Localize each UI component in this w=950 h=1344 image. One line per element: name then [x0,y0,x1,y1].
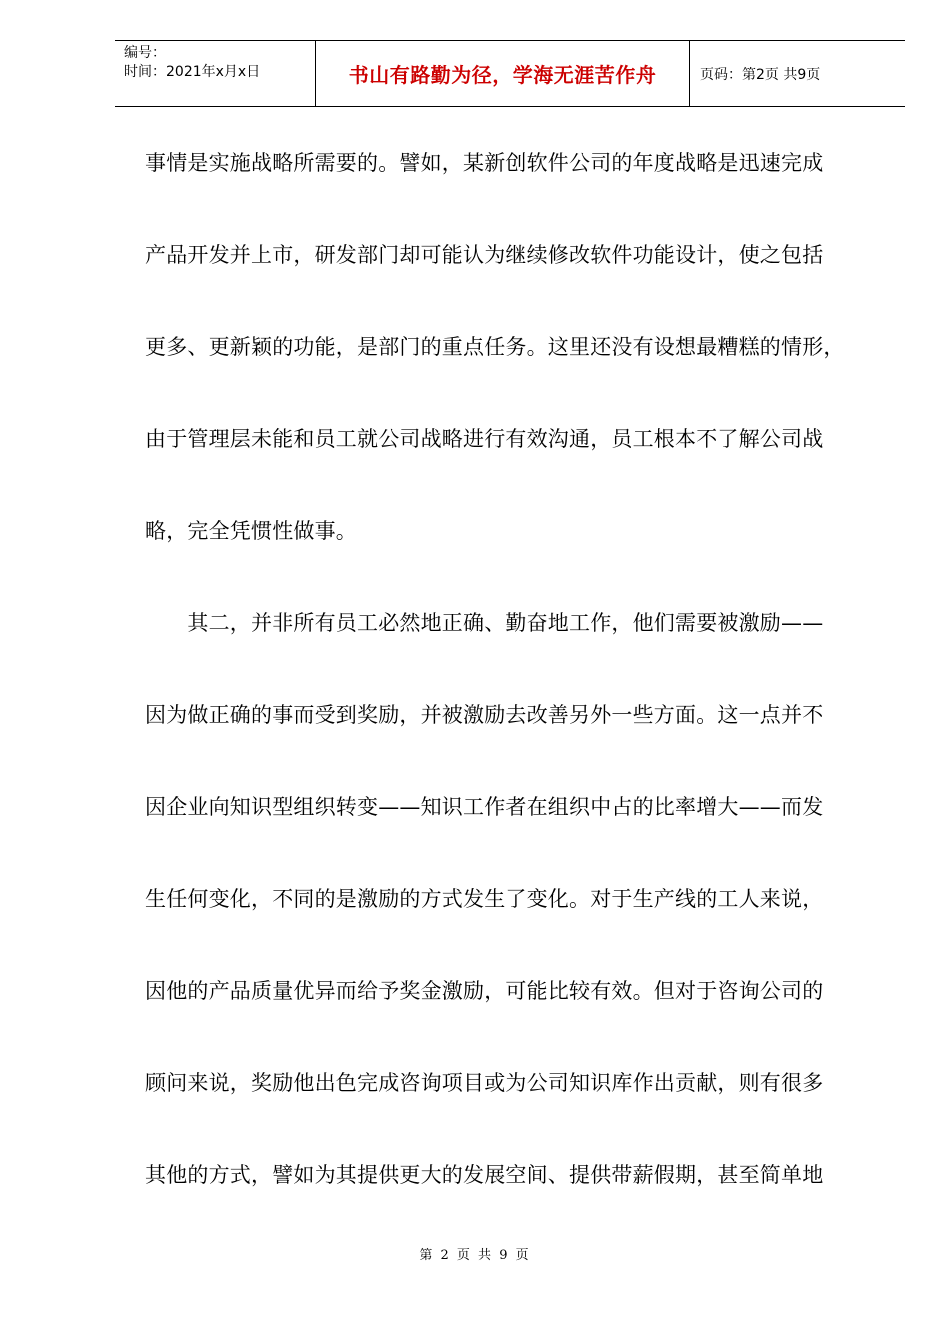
body-text [145,142,863,1246]
text-line: 由于管理层未能和员工就公司战略进行有效沟通，员工根本不了解公司战 [145,427,824,451]
text-line: 其他的方式，譬如为其提供更大的发展空间、提供带薪假期，甚至简单地 [145,1163,824,1187]
text-line: 生任何变化，不同的是激励的方式发生了变化。对于生产线的工人来说， [145,887,824,911]
text-line: 顾问来说，奖励他出色完成咨询项目或为公司知识库作出贡献，则有很多 [145,1071,824,1095]
document-header [115,40,905,107]
header-meta [115,41,316,106]
text-line: 因他的产品质量优异而给予奖金激励，可能比较有效。但对于咨询公司的 [145,979,824,1003]
text-line: 事情是实施战略所需要的。譬如，某新创软件公司的年度战略是迅速完成 [145,151,824,175]
text-line: 更多、更新颖的功能，是部门的重点任务。这里还没有设想最糟糕的情形， [145,335,845,359]
header-page-info: 页码：第2页 共9页 [700,66,821,83]
time-label: 时间：2021年x月x日 [124,64,261,80]
header-motto: 书山有路勤为径，学海无涯苦作舟 [316,41,690,106]
text-line: 略，完全凭惯性做事。 [145,519,357,543]
text-line: 其二，并非所有员工必然地正确、勤奋地工作，他们需要被激励—— [145,611,824,635]
text-line: 因为做正确的事而受到奖励，并被激励去改善另外一些方面。这一点并不 [145,703,824,727]
text-line: 产品开发并上市，研发部门却可能认为继续修改软件功能设计，使之包括 [145,243,824,267]
number-label: 编号： [124,45,166,61]
page-footer: 第 2 页 共 9 页 [419,1248,531,1263]
text-line: 因企业向知识型组织转变——知识工作者在组织中占的比率增大——而发 [145,795,824,819]
